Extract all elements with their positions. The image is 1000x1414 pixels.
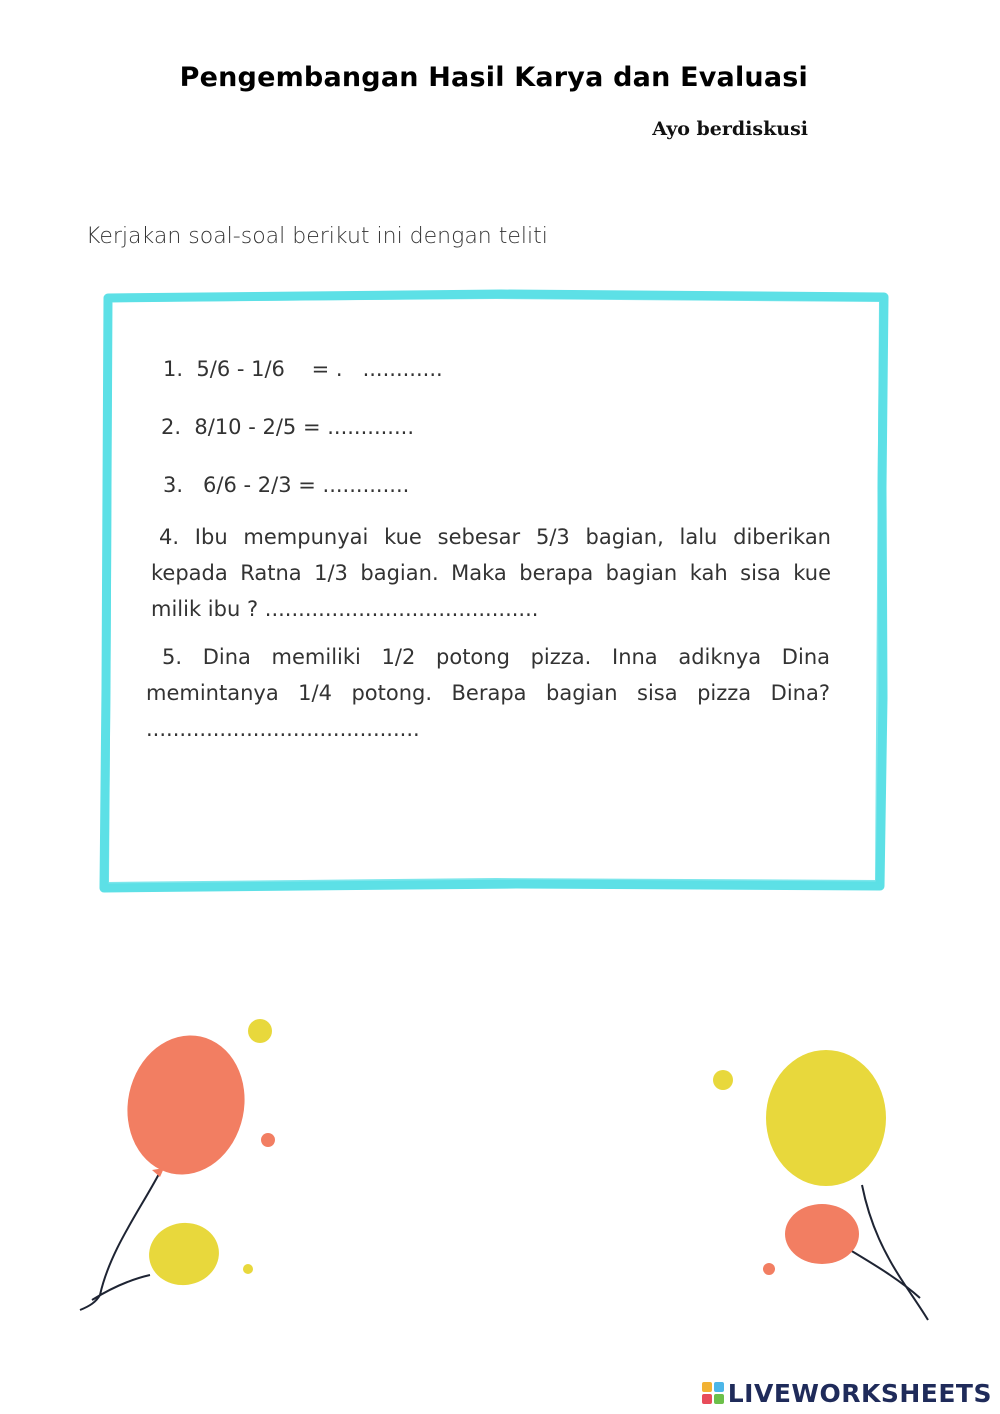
page-subtitle: Ayo berdiskusi [652,118,808,140]
instruction-text: Kerjakan soal-soal berikut ini dengan teliti [86,224,548,249]
balloon-icon [115,1024,258,1185]
brand-watermark [702,1378,992,1408]
question-2: 2. 8/10 - 2/5 = ............. [161,415,414,439]
balloon-icon [145,1218,223,1289]
dot-icon [243,1264,253,1274]
question-5: 5. Dina memiliki 1/2 potong pizza. Inna adiknya Dina memintanya 1/4 potong. Berapa bagian sisa pizza Dina? ......................................... [146,645,830,741]
balloon-icon [766,1050,886,1186]
page-title: Pengembangan Hasil Karya dan Evaluasi [179,62,808,93]
question-1: 1. 5/6 - 1/6 = . ............ [163,357,443,381]
dot-icon [248,1019,272,1043]
balloon-decoration [0,980,1000,1380]
left-balloons [80,1019,275,1310]
brand-logo-icon [702,1382,724,1404]
dot-icon [261,1133,275,1147]
question-3: 3. 6/6 - 2/3 = ............. [163,473,410,497]
dot-icon [763,1263,775,1275]
dot-icon [713,1070,733,1090]
right-balloons [713,1050,928,1320]
balloon-icon [785,1204,859,1264]
question-4: 4. Ibu mempunyai kue sebesar 5/3 bagian, lalu diberikan kepada Ratna 1/3 bagian. Maka berapa bagian kah sisa kue milik ibu ? ......................................... [151,525,831,621]
brand-name: LIVEWORKSHEETS [727,1378,992,1408]
